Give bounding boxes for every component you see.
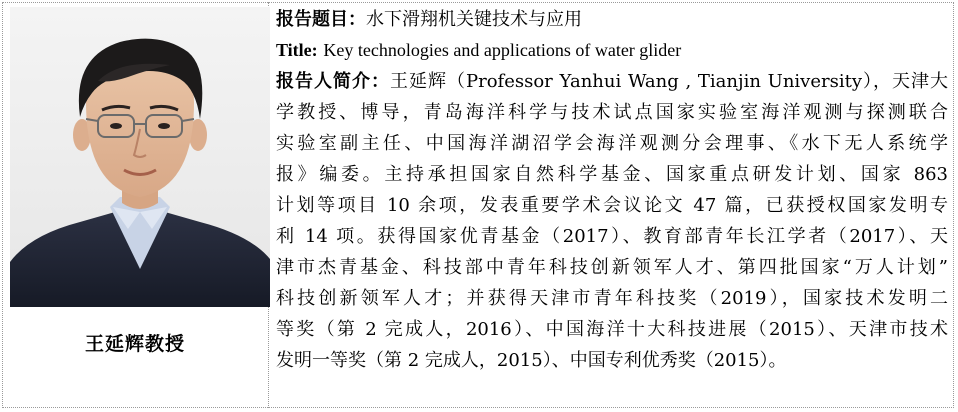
bio-line: 实验室副主任、中国海洋湖沼学会海洋观测分会理事、《水下无人系统学 xyxy=(276,133,948,154)
report-title-value: Key technologies and applications of water glider xyxy=(323,40,682,60)
bio-line: 报》编委。主持承担国家自然科学基金、国家重点研发计划、国家 863 xyxy=(276,164,948,185)
report-title-label: Title: xyxy=(276,40,318,60)
report-title-line xyxy=(276,35,948,66)
bio-line: 学教授、博导，青岛海洋科学与技术试点国家实验室海洋观测与探测联合 xyxy=(276,102,948,123)
speaker-name-caption: 王延辉教授 xyxy=(84,333,185,355)
bio-line xyxy=(276,66,948,97)
bio-line: 等奖（第 2 完成人，2016）、中国海洋十大科技进展（2015）、天津市技术 xyxy=(276,319,948,340)
bio-line: 发明一等奖（第 2 完成人，2015）、中国专利优秀奖（2015）。 xyxy=(276,350,787,371)
bio-line: 津市杰青基金、科技部中青年科技创新领军人才、第四批国家“万人计划” xyxy=(276,257,948,278)
bio-line: 科技创新领军人才；并获得天津市青年科技奖（2019），国家技术发明二 xyxy=(276,288,948,309)
speaker-photo-cell xyxy=(3,3,267,407)
bio-line: 计划等项目 10 余项，发表重要学术会议论文 47 篇，已获授权国家发明专 xyxy=(276,195,948,216)
report-topic-value: 水下滑翔机关键技术与应用 xyxy=(366,9,582,30)
speaker-photo xyxy=(10,7,270,307)
report-topic-label: 报告题目： xyxy=(276,9,366,30)
bio-text: 王延辉（Professor Yanhui Wang , Tianjin University），天津大 xyxy=(390,71,948,92)
bio-label: 报告人简介： xyxy=(276,71,390,92)
report-topic-line xyxy=(276,4,948,35)
bio-line: 利 14 项。获得国家优青基金（2017）、教育部青年长江学者（2017）、天 xyxy=(276,226,948,247)
report-info xyxy=(276,4,948,404)
